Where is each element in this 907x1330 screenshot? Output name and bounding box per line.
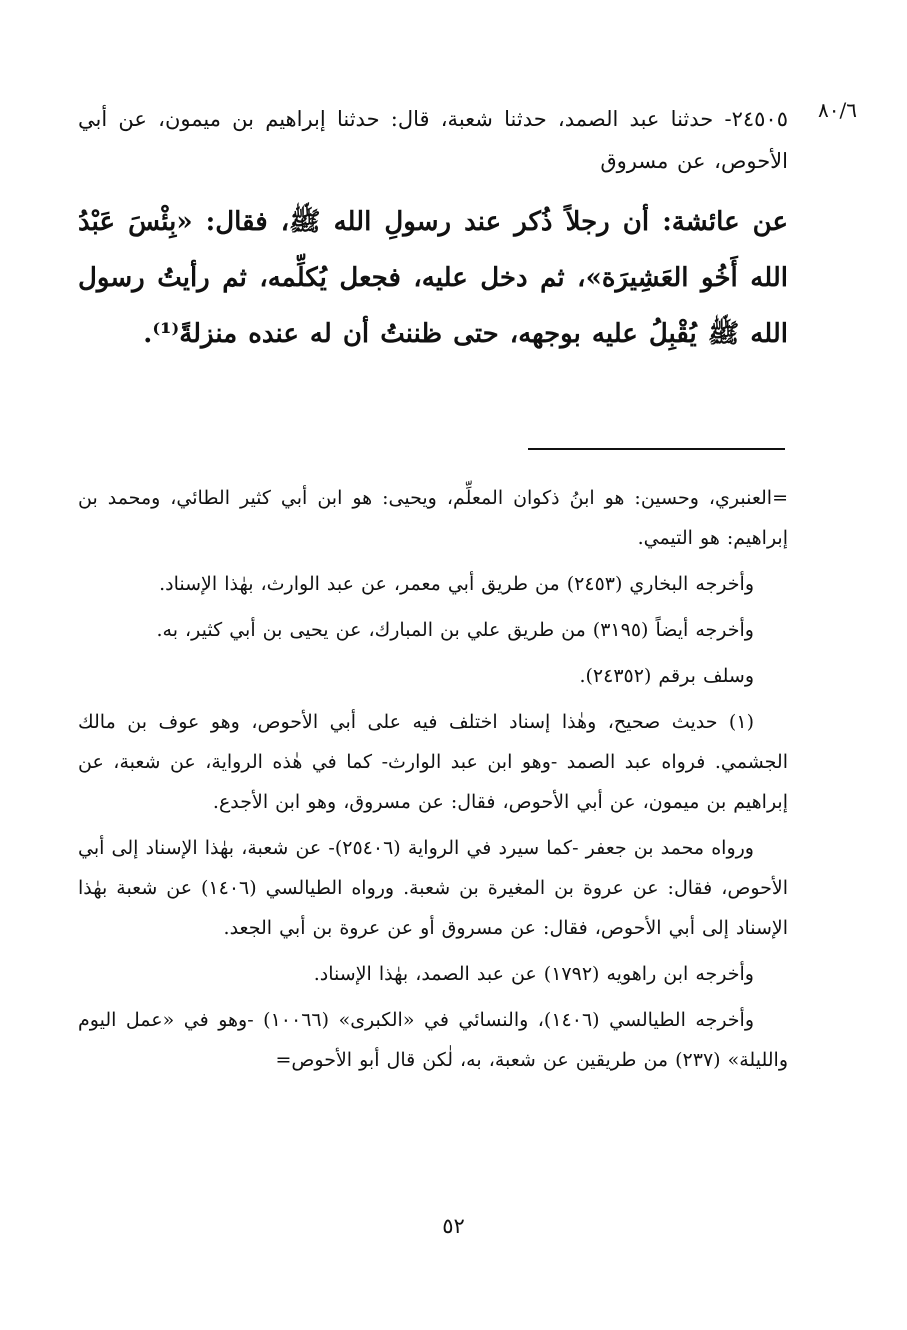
footnotes [78, 478, 788, 1086]
footnote-paragraph: وسلف برقم (٢٤٣٥٢). [579, 665, 754, 687]
footnote-paragraph: (١) حديث صحيح، وهٰذا إسناد اختلف فيه على أبي الأحوص، وهو عوف بن مالك الجشمي. فرواه عبد الصمد -وهو ابن عبد الوارث- كما في هٰذه الرواية، عن شعبة، عن إبراهيم بن ميمون، عن أبي الأحوص، فقال: عن مسروق، وهو ابن الأجدع. [78, 711, 788, 813]
footnote-paragraph: وأخرجه الطيالسي (١٤٠٦)، والنسائي في «الكبرى» (١٠٠٦٦) -وهو في «عمل اليوم والليلة» (٢٣٧) من طريقين عن شعبة، به، لٰكن قال أبو الأحوص= [78, 1009, 788, 1071]
hadith-matn: عن عائشة: أن رجلاً ذُكر عند رسولِ الله ﷺ، فقال: «بِئْسَ عَبْدُ الله أَخُو العَشِيرَة»، ثم دخل عليه، فجعل يُكلِّمه، ثم رأيتُ رسول الله ﷺ يُقْبِلُ عليه بوجهه، حتى ظننتُ أن له عنده منزلةً⁽¹⁾. [78, 207, 788, 349]
hadith-isnad: ٢٤٥٠٥- حدثنا عبد الصمد، حدثنا شعبة، قال: حدثنا إبراهيم بن ميمون، عن أبي الأحوص، عن مسروق [78, 107, 788, 173]
footnote-paragraph: وأخرجه ابن راهويه (١٧٩٢) عن عبد الصمد، بهٰذا الإسناد. [313, 963, 754, 985]
footnote-divider [528, 448, 785, 450]
page-number: ٥٢ [442, 1214, 465, 1238]
volume-page-marker: ٨٠/٦ [818, 98, 857, 122]
footnote-paragraph: =العنبري، وحسين: هو ابنُ ذكوان المعلِّم، ويحيى: هو ابن أبي كثير الطائي، ومحمد بن إبراهيم: هو التيمي. [78, 487, 788, 549]
footnote-paragraph: وأخرجه البخاري (٢٤٥٣) من طريق أبي معمر، عن عبد الوارث، بهٰذا الإسناد. [159, 573, 754, 595]
footnote-paragraph: ورواه محمد بن جعفر -كما سيرد في الرواية (٢٥٤٠٦)- عن شعبة، بهٰذا الإسناد إلى أبي الأحوص، فقال: عن عروة بن المغيرة بن شعبة. ورواه الطيالسي (١٤٠٦) عن شعبة بهٰذا الإسناد إلى أبي الأحوص، فقال: عن مسروق أو عن عروة بن أبي الجعد. [78, 837, 788, 939]
footnote-paragraph: وأخرجه أيضاً (٣١٩٥) من طريق علي بن المبارك، عن يحيى بن أبي كثير، به. [156, 619, 754, 641]
